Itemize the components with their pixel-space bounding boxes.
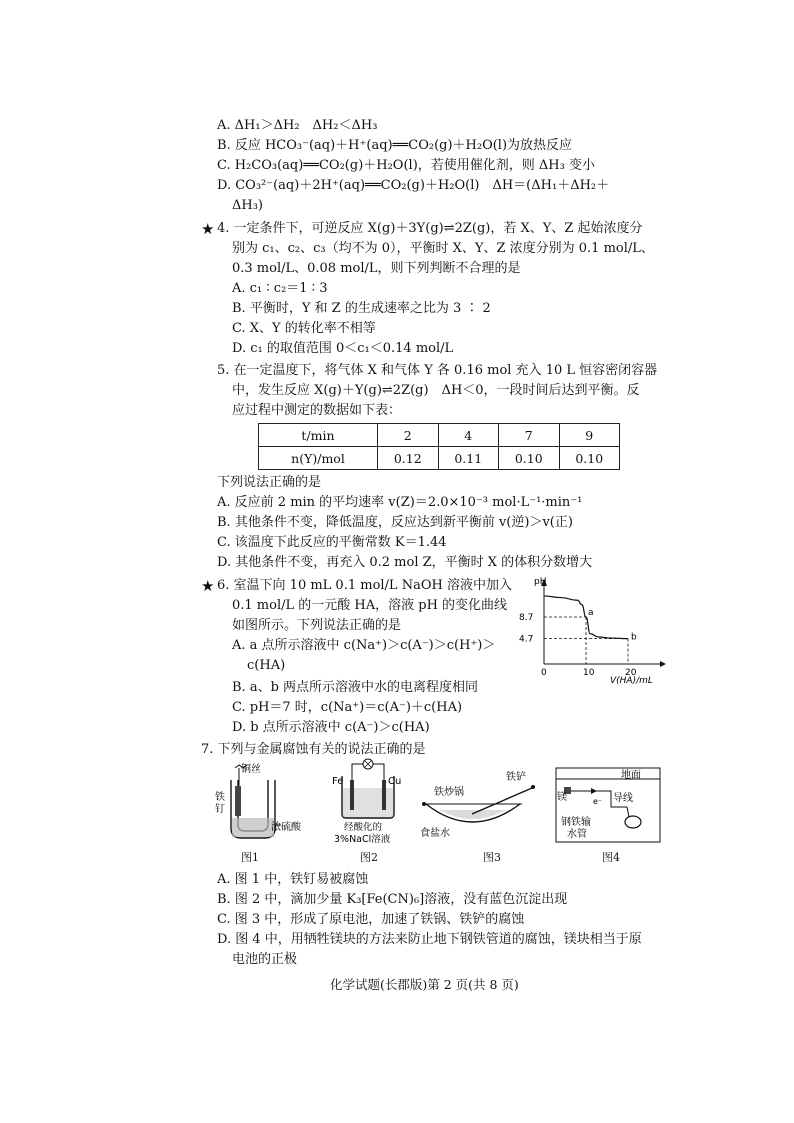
fig2-label-nacl: 3%NaCl溶液 — [334, 834, 391, 845]
x-tick-label: 0 — [541, 668, 547, 678]
q6-star: ★ — [201, 577, 215, 595]
x-tick-label: 10 — [583, 668, 595, 678]
q3-option-d-cont: ΔH₃) — [232, 198, 264, 213]
q4-stem: 4. 一定条件下，可逆反应 X(g)＋3Y(g)⇌2Z(g)，若 X、Y、Z 起始浓度分 — [217, 221, 643, 236]
fig4-caption: 图4 — [602, 851, 620, 864]
fig2-label-fe: Fe — [332, 776, 344, 787]
q4-option-c: C. X、Y 的转化率不相等 — [232, 321, 376, 336]
q7-stem: 7. 下列与金属腐蚀有关的说法正确的是 — [201, 742, 426, 757]
fig1-label-iron: 铁 — [215, 792, 225, 803]
fig2-label-acidified: 经酸化的 — [344, 822, 383, 833]
iron-nail-icon — [235, 786, 241, 816]
q5-stem-line3: 应过程中测定的数据如下表： — [232, 403, 402, 418]
page-footer: 化学试题(长郡版)第 2 页(共 8 页) — [330, 977, 519, 992]
fig2-label-cu: Cu — [388, 776, 402, 787]
q6-option-d: D. b 点所示溶液中 c(A⁻)＞c(HA) — [232, 720, 430, 735]
q6-option-a-cont: c(HA) — [247, 658, 286, 673]
fig4-label-electron: e⁻ — [593, 797, 603, 806]
q5-stem-line2: 中，发生反应 X(g)＋Y(g)⇌2Z(g) ΔH＜0，一段时间后达到平衡。反 — [232, 383, 640, 398]
table-cell: 7 — [499, 424, 560, 447]
point-a-label: a — [588, 608, 594, 619]
q3-option-a: A. ΔH₁＞ΔH₂ ΔH₂＜ΔH₃ — [217, 118, 378, 133]
y-tick-label: 4.7 — [519, 634, 534, 645]
figure-1 — [213, 760, 313, 840]
q7-option-d-cont: 电池的正极 — [232, 952, 298, 967]
fig3-label-saltwater: 食盐水 — [420, 828, 450, 839]
table-cell: 0.12 — [378, 447, 439, 470]
ph-chart — [518, 572, 668, 686]
table-cell: 0.11 — [438, 447, 499, 470]
wok-handle-icon — [422, 802, 426, 806]
q5-option-b: B. 其他条件不变，降低温度，反应达到新平衡前 v(逆)＞v(正) — [217, 515, 573, 530]
fig4-label-wire: 导线 — [613, 793, 633, 804]
table-cell: 9 — [559, 424, 620, 447]
fig3-label-spatula: 铁铲 — [506, 772, 526, 783]
fig3-label-wok: 铁炒锅 — [434, 787, 464, 798]
q4-stem-line3: 0.3 mol/L、0.08 mol/L，则下列判断不合理的是 — [232, 261, 521, 276]
table-header-amount: n(Y)/mol — [259, 447, 378, 470]
x-axis-arrow-icon — [660, 661, 666, 667]
fig1-caption: 图1 — [241, 851, 259, 864]
fig1-label-nail: 钉 — [215, 804, 225, 815]
table-cell: 0.10 — [499, 447, 560, 470]
q4-option-b: B. 平衡时，Y 和 Z 的生成速率之比为 3 ∶ 2 — [232, 301, 491, 316]
q5-stem: 5. 在一定温度下，将气体 X 和气体 Y 各 0.16 mol 充入 10 L 恒容密闭容器 — [217, 363, 658, 378]
figure-3 — [412, 768, 552, 843]
fig3-caption: 图3 — [483, 851, 501, 864]
spatula-end — [531, 785, 535, 789]
table-cell: 0.10 — [559, 447, 620, 470]
fig4-label-ground: 地面 — [621, 770, 641, 781]
fig4-label-mg: 镁 — [557, 792, 567, 803]
q4-option-a: A. c₁ ∶ c₂＝1 ∶ 3 — [232, 281, 328, 296]
q7-option-c: C. 图 3 中，形成了原电池，加速了铁锅、铁铲的腐蚀 — [217, 912, 525, 927]
q4-stem-line2: 别为 c₁、c₂、c₃（均不为 0），平衡时 X、Y、Z 浓度分别为 0.1 mol/L、 — [232, 241, 654, 256]
point-b-label: b — [631, 632, 637, 643]
y-axis-label: pH — [534, 577, 547, 587]
q4-star: ★ — [201, 220, 215, 238]
table-cell: 4 — [438, 424, 499, 447]
table-row — [259, 424, 620, 447]
fig4-label-pipe1: 钢铁输 — [561, 817, 591, 828]
q6-option-c: C. pH＝7 时，c(Na⁺)＝c(A⁻)＋c(HA) — [232, 700, 463, 715]
figure-4 — [555, 767, 663, 845]
q3-option-b: B. 反应 HCO₃⁻(aq)＋H⁺(aq)══CO₂(g)＋H₂O(l)为放热反应 — [217, 138, 573, 153]
fig2-caption: 图2 — [360, 851, 378, 864]
fe-electrode — [350, 780, 354, 810]
y-tick-label: 8.7 — [519, 613, 534, 624]
q7-option-a: A. 图 1 中，铁钉易被腐蚀 — [217, 872, 369, 887]
q3-option-c: C. H₂CO₃(aq)══CO₂(g)＋H₂O(l)，若使用催化剂，则 ΔH₃ 变小 — [217, 158, 595, 173]
fig4-label-pipe2: 水管 — [567, 829, 587, 840]
q7-option-b: B. 图 2 中，滴加少量 K₃[Fe(CN)₆]溶液，没有蓝色沉淀出现 — [217, 892, 568, 907]
q5-data-table — [258, 423, 620, 470]
q3-option-d: D. CO₃²⁻(aq)＋2H⁺(aq)══CO₂(g)＋H₂O(l) ΔH＝(ΔH₁＋ΔH₂＋ — [217, 178, 610, 193]
x-tick-label: 20 — [625, 668, 637, 678]
q7-option-d: D. 图 4 中，用牺牲镁块的方法来防止地下钢铁管道的腐蚀，镁块相当于原 — [217, 932, 642, 947]
q5-option-d: D. 其他条件不变，再充入 0.2 mol Z，平衡时 X 的体积分数增大 — [217, 555, 593, 570]
q5-question: 下列说法正确的是 — [217, 475, 322, 490]
q6-stem-line3: 如图所示。下列说法正确的是 — [232, 618, 402, 633]
q6-stem: 6. 室温下向 10 mL 0.1 mol/L NaOH 溶液中加入 — [217, 578, 512, 593]
q5-option-a: A. 反应前 2 min 的平均速率 v(Z)＝2.0×10⁻³ mol·L⁻¹·min⁻¹ — [217, 495, 583, 510]
fig1-label-acid: 浓硫酸 — [271, 822, 301, 833]
pipe-icon — [625, 816, 641, 828]
q4-option-d: D. c₁ 的取值范围 0＜c₁＜0.14 mol/L — [232, 341, 454, 356]
fig1-label-copper: 铜丝 — [241, 764, 261, 775]
q6-option-b: B. a、b 两点所示溶液中水的电离程度相同 — [232, 680, 479, 695]
q6-option-a: A. a 点所示溶液中 c(Na⁺)＞c(A⁻)＞c(H⁺)＞ — [232, 638, 496, 653]
q5-option-c: C. 该温度下此反应的平衡常数 K＝1.44 — [217, 535, 447, 550]
x-axis-label: V(HA)/mL — [610, 676, 653, 686]
table-header-time: t/min — [259, 424, 378, 447]
figure-2 — [328, 756, 408, 846]
cu-electrode — [382, 780, 386, 810]
q6-stem-line2: 0.1 mol/L 的一元酸 HA，溶液 pH 的变化曲线 — [232, 598, 508, 613]
table-row — [259, 447, 620, 470]
table-cell: 2 — [378, 424, 439, 447]
acid-liquid — [232, 818, 274, 837]
